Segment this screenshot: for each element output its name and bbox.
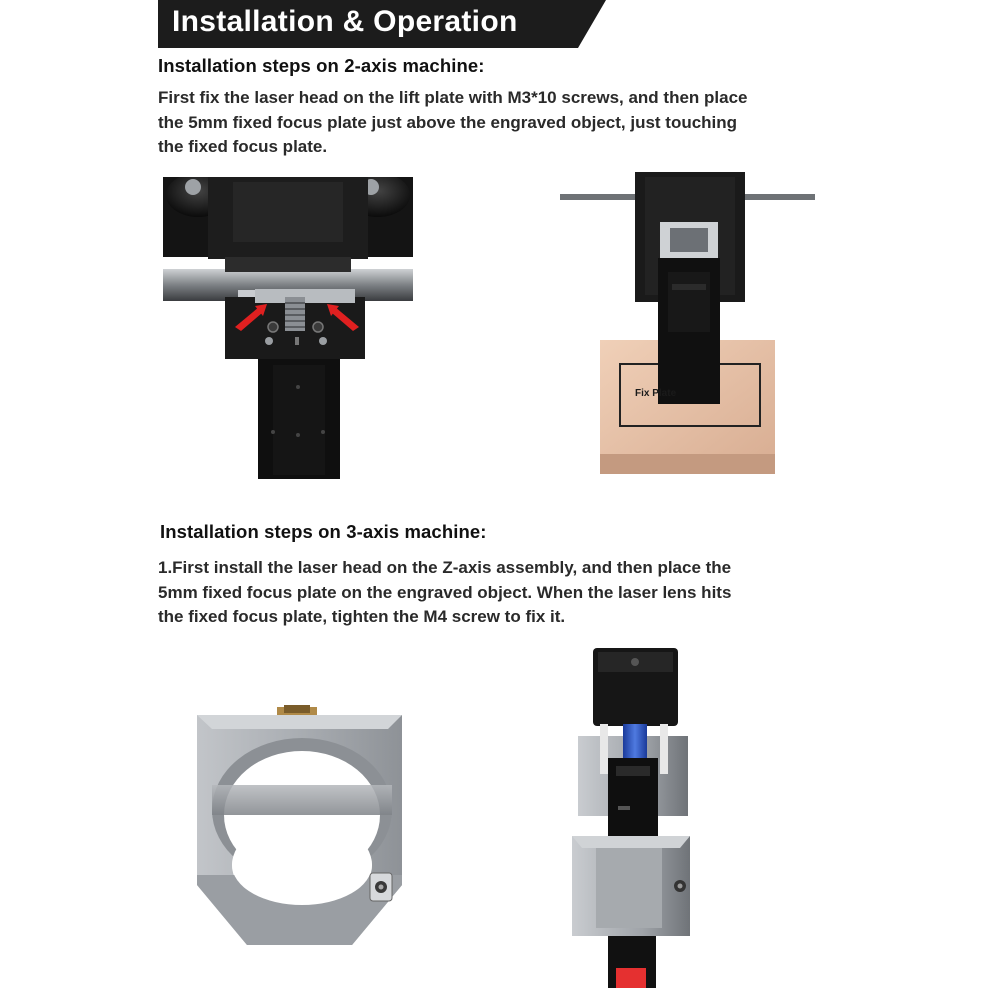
paragraph-2axis-line-3: the fixed focus plate.: [158, 137, 328, 156]
heading-2axis: Installation steps on 2-axis machine:: [158, 55, 485, 76]
photo-z-axis-assembly: [568, 648, 693, 988]
paragraph-3axis: [158, 556, 731, 630]
section-banner: [158, 0, 606, 48]
heading-3axis: Installation steps on 3-axis machine:: [160, 521, 487, 542]
photo-focus-plate: [560, 172, 820, 477]
paragraph-3axis-line-1: 1.First install the laser head on the Z-axis assembly, and then place the: [158, 558, 732, 577]
paragraph-3axis-line-2: 5mm fixed focus plate on the engraved object. When the laser lens hits: [158, 582, 732, 602]
photo-aluminum-clamp: [192, 705, 422, 950]
paragraph-2axis-line-2: the 5mm fixed focus plate just above the engraved object, just touching: [158, 112, 738, 132]
paragraph-2axis-line-1: First fix the laser head on the lift plate with M3*10 screws, and then place: [158, 88, 748, 107]
paragraph-2axis: [158, 86, 748, 160]
paragraph-3axis-line-3: the fixed focus plate, tighten the M4 screw to fix it.: [158, 607, 566, 626]
photo-2axis-mount: [163, 177, 413, 479]
banner-title: Installation & Operation: [172, 5, 518, 38]
focus-plate-label: Fix Plate: [635, 388, 677, 399]
